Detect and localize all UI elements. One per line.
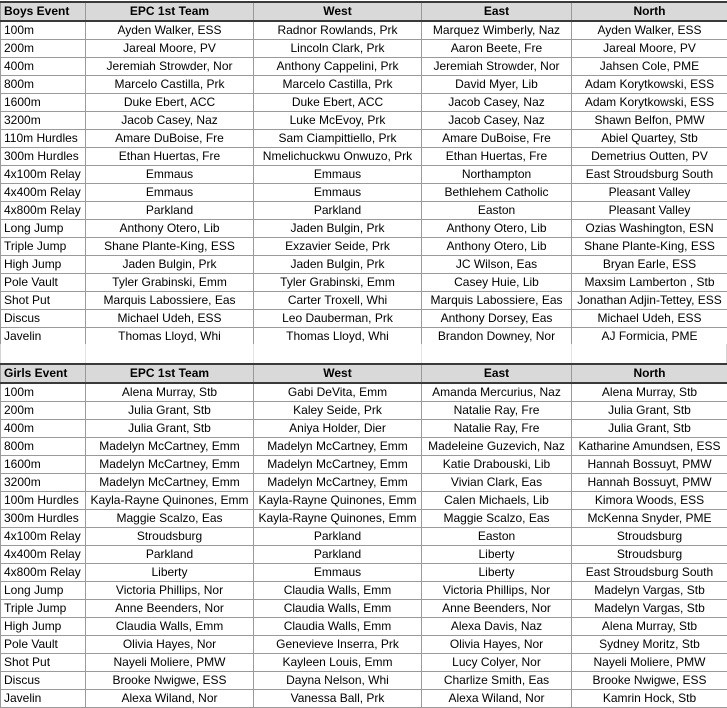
table-row xyxy=(1,220,727,238)
girls-cell-event[interactable]: Triple Jump xyxy=(1,600,86,618)
girls-cell-west[interactable]: Genevieve Inserra, Prk xyxy=(254,636,422,654)
girls-cell-epc-first-team[interactable]: Parkland xyxy=(86,546,254,564)
girls-cell-epc-first-team[interactable]: Olivia Hayes, Nor xyxy=(86,636,254,654)
boys-cell-event[interactable]: 4x400m Relay xyxy=(1,184,86,202)
boys-cell-west[interactable]: Parkland xyxy=(254,202,422,220)
girls-cell-east[interactable]: Charlize Smith, Eas xyxy=(422,672,572,690)
boys-cell-north[interactable]: Jonathan Adjin-Tettey, ESS xyxy=(572,292,727,310)
girls-cell-north[interactable]: Madelyn Vargas, Stb xyxy=(572,582,727,600)
table-row xyxy=(1,274,727,292)
girls-cell-west[interactable]: Parkland xyxy=(254,528,422,546)
boys-cell-north[interactable]: Ayden Walker, ESS xyxy=(572,21,727,40)
boys-cell-east[interactable]: Ethan Huertas, Fre xyxy=(422,148,572,166)
girls-cell-west[interactable]: Dayna Nelson, Whi xyxy=(254,672,422,690)
boys-cell-epc-first-team[interactable]: Tyler Grabinski, Emm xyxy=(86,274,254,292)
boys-cell-event[interactable]: Shot Put xyxy=(1,292,86,310)
table-row xyxy=(1,528,727,546)
table-row xyxy=(1,328,727,346)
girls-cell-epc-first-team[interactable]: Madelyn McCartney, Emm xyxy=(86,474,254,492)
boys-cell-event[interactable]: Javelin xyxy=(1,328,86,346)
girls-header-event[interactable]: Girls Event xyxy=(1,364,86,383)
boys-cell-north[interactable]: Jahsen Cole, PME xyxy=(572,58,727,76)
boys-cell-epc-first-team[interactable]: Jareal Moore, PV xyxy=(86,40,254,58)
table-row xyxy=(1,510,727,528)
girls-cell-east[interactable]: Easton xyxy=(422,528,572,546)
girls-cell-east[interactable]: Maggie Scalzo, Eas xyxy=(422,510,572,528)
table-row xyxy=(1,456,727,474)
table-row xyxy=(1,112,727,130)
boys-cell-event[interactable]: Long Jump xyxy=(1,220,86,238)
boys-cell-north[interactable]: Adam Korytkowski, ESS xyxy=(572,94,727,112)
boys-cell-east[interactable]: Northampton xyxy=(422,166,572,184)
table-row xyxy=(1,21,727,40)
boys-cell-west[interactable]: Duke Ebert, ACC xyxy=(254,94,422,112)
boys-cell-east[interactable]: Jeremiah Strowder, Nor xyxy=(422,58,572,76)
girls-cell-epc-first-team[interactable]: Julia Grant, Stb xyxy=(86,420,254,438)
boys-cell-north[interactable]: East Stroudsburg South xyxy=(572,166,727,184)
boys-cell-west[interactable]: Marcelo Castilla, Prk xyxy=(254,76,422,94)
girls-cell-east[interactable]: Katie Drabouski, Lib xyxy=(422,456,572,474)
boys-cell-north[interactable]: Pleasant Valley xyxy=(572,202,727,220)
boys-cell-epc-first-team[interactable]: Ayden Walker, ESS xyxy=(86,21,254,40)
boys-cell-west[interactable]: Emmaus xyxy=(254,184,422,202)
boys-cell-epc-first-team[interactable]: Jacob Casey, Naz xyxy=(86,112,254,130)
boys-cell-event[interactable]: Triple Jump xyxy=(1,238,86,256)
girls-cell-event[interactable]: 4x400m Relay xyxy=(1,546,86,564)
girls-cell-north[interactable]: Julia Grant, Stb xyxy=(572,402,727,420)
girls-cell-event[interactable]: 100m Hurdles xyxy=(1,492,86,510)
boys-cell-event[interactable]: Pole Vault xyxy=(1,274,86,292)
boys-cell-north[interactable]: Adam Korytkowski, ESS xyxy=(572,76,727,94)
boys-cell-event[interactable]: 100m xyxy=(1,21,86,40)
boys-cell-event[interactable]: 4x100m Relay xyxy=(1,166,86,184)
girls-cell-event[interactable]: Javelin xyxy=(1,690,86,708)
table-row xyxy=(1,148,727,166)
girls-cell-event[interactable]: 3200m xyxy=(1,474,86,492)
girls-cell-west[interactable]: Kaley Seide, Prk xyxy=(254,402,422,420)
boys-cell-epc-first-team[interactable]: Emmaus xyxy=(86,166,254,184)
table-row xyxy=(1,690,727,708)
boys-cell-event[interactable]: 800m xyxy=(1,76,86,94)
girls-cell-west[interactable]: Claudia Walls, Emm xyxy=(254,600,422,618)
boys-cell-west[interactable]: Exzavier Seide, Prk xyxy=(254,238,422,256)
boys-cell-event[interactable]: 300m Hurdles xyxy=(1,148,86,166)
boys-cell-west[interactable]: Emmaus xyxy=(254,166,422,184)
girls-cell-west[interactable]: Madelyn McCartney, Emm xyxy=(254,456,422,474)
boys-cell-west[interactable]: Anthony Cappelini, Prk xyxy=(254,58,422,76)
boys-cell-west[interactable]: Sam Ciampittiello, Prk xyxy=(254,130,422,148)
girls-cell-event[interactable]: High Jump xyxy=(1,618,86,636)
boys-cell-east[interactable]: Bethlehem Catholic xyxy=(422,184,572,202)
girls-cell-event[interactable]: 100m xyxy=(1,383,86,402)
boys-cell-north[interactable]: Shawn Belfon, PMW xyxy=(572,112,727,130)
table-row xyxy=(1,310,727,328)
boys-cell-east[interactable]: Anthony Otero, Lib xyxy=(422,238,572,256)
boys-cell-east[interactable]: Amare DuBoise, Fre xyxy=(422,130,572,148)
girls-cell-east[interactable]: Natalie Ray, Fre xyxy=(422,402,572,420)
table-row xyxy=(1,636,727,654)
table-row xyxy=(1,202,727,220)
girls-cell-north[interactable]: Julia Grant, Stb xyxy=(572,420,727,438)
girls-cell-north[interactable]: Kimora Woods, ESS xyxy=(572,492,727,510)
boys-cell-epc-first-team[interactable]: Marquis Labossiere, Eas xyxy=(86,292,254,310)
girls-cell-event[interactable]: 4x100m Relay xyxy=(1,528,86,546)
table-row xyxy=(1,546,727,564)
girls-cell-epc-first-team[interactable]: Claudia Walls, Emm xyxy=(86,618,254,636)
girls-cell-north[interactable]: Katharine Amundsen, ESS xyxy=(572,438,727,456)
girls-cell-east[interactable]: Natalie Ray, Fre xyxy=(422,420,572,438)
table-row xyxy=(1,438,727,456)
table-row xyxy=(1,238,727,256)
girls-header-epc-first-team[interactable]: EPC 1st Team xyxy=(86,364,254,383)
boys-cell-east[interactable]: Aaron Beete, Fre xyxy=(422,40,572,58)
girls-cell-east[interactable]: Liberty xyxy=(422,564,572,582)
boys-cell-east[interactable]: Marquez Wimberly, Naz xyxy=(422,21,572,40)
girls-cell-north[interactable]: Hannah Bossuyt, PMW xyxy=(572,474,727,492)
girls-cell-epc-first-team[interactable]: Madelyn McCartney, Emm xyxy=(86,438,254,456)
girls-cell-west[interactable]: Aniya Holder, Dier xyxy=(254,420,422,438)
table-row xyxy=(1,256,727,274)
table-row xyxy=(1,166,727,184)
boys-cell-north[interactable]: Demetrius Outten, PV xyxy=(572,148,727,166)
boys-cell-north[interactable]: Jareal Moore, PV xyxy=(572,40,727,58)
girls-cell-epc-first-team[interactable]: Nayeli Moliere, PMW xyxy=(86,654,254,672)
table-row xyxy=(1,402,727,420)
girls-cell-west[interactable]: Madelyn McCartney, Emm xyxy=(254,474,422,492)
girls-cell-north[interactable]: Nayeli Moliere, PMW xyxy=(572,654,727,672)
boys-cell-epc-first-team[interactable]: Shane Plante-King, ESS xyxy=(86,238,254,256)
table-row xyxy=(1,184,727,202)
girls-cell-epc-first-team[interactable]: Alexa Wiland, Nor xyxy=(86,690,254,708)
girls-cell-north[interactable]: Madelyn Vargas, Stb xyxy=(572,600,727,618)
boys-cell-event[interactable]: Discus xyxy=(1,310,86,328)
boys-cell-epc-first-team[interactable]: Jaden Bulgin, Prk xyxy=(86,256,254,274)
girls-cell-west[interactable]: Emmaus xyxy=(254,564,422,582)
girls-cell-event[interactable]: 200m xyxy=(1,402,86,420)
boys-cell-north[interactable]: Ozias Washington, ESN xyxy=(572,220,727,238)
table-row xyxy=(1,492,727,510)
girls-header-row xyxy=(1,364,727,383)
boys-cell-east[interactable]: Easton xyxy=(422,202,572,220)
girls-cell-north[interactable]: Alena Murray, Stb xyxy=(572,618,727,636)
boys-cell-epc-first-team[interactable]: Ethan Huertas, Fre xyxy=(86,148,254,166)
boys-cell-epc-first-team[interactable]: Jeremiah Strowder, Nor xyxy=(86,58,254,76)
boys-cell-epc-first-team[interactable]: Michael Udeh, ESS xyxy=(86,310,254,328)
boys-cell-east[interactable]: Jacob Casey, Naz xyxy=(422,94,572,112)
boys-cell-north[interactable]: Maxsim Lamberton , Stb xyxy=(572,274,727,292)
girls-cell-north[interactable]: East Stroudsburg South xyxy=(572,564,727,582)
girls-cell-north[interactable]: Hannah Bossuyt, PMW xyxy=(572,456,727,474)
girls-cell-north[interactable]: Brooke Nwigwe, ESS xyxy=(572,672,727,690)
boys-cell-epc-first-team[interactable]: Parkland xyxy=(86,202,254,220)
boys-cell-west[interactable]: Jaden Bulgin, Prk xyxy=(254,220,422,238)
girls-cell-north[interactable]: McKenna Snyder, PME xyxy=(572,510,727,528)
boys-header-east[interactable]: East xyxy=(422,2,572,21)
table-row xyxy=(1,40,727,58)
girls-cell-east[interactable]: Alexa Wiland, Nor xyxy=(422,690,572,708)
girls-cell-west[interactable]: Madelyn McCartney, Emm xyxy=(254,438,422,456)
girls-cell-event[interactable]: 800m xyxy=(1,438,86,456)
table-row xyxy=(1,292,727,310)
girls-cell-epc-first-team[interactable]: Kayla-Rayne Quinones, Emm xyxy=(86,492,254,510)
girls-cell-north[interactable]: Alena Murray, Stb xyxy=(572,383,727,402)
boys-cell-north[interactable]: Shane Plante-King, ESS xyxy=(572,238,727,256)
girls-cell-event[interactable]: 300m Hurdles xyxy=(1,510,86,528)
boys-header-west[interactable]: West xyxy=(254,2,422,21)
boys-cell-west[interactable]: Luke McEvoy, Prk xyxy=(254,112,422,130)
girls-cell-east[interactable]: Alexa Davis, Naz xyxy=(422,618,572,636)
boys-cell-east[interactable]: Anthony Otero, Lib xyxy=(422,220,572,238)
boys-cell-epc-first-team[interactable]: Marcelo Castilla, Prk xyxy=(86,76,254,94)
boys-cell-east[interactable]: Marquis Labossiere, Eas xyxy=(422,292,572,310)
boys-cell-east[interactable]: Brandon Downey, Nor xyxy=(422,328,572,346)
girls-cell-epc-first-team[interactable]: Stroudsburg xyxy=(86,528,254,546)
girls-cell-event[interactable]: Shot Put xyxy=(1,654,86,672)
girls-cell-east[interactable]: Madeleine Guzevich, Naz xyxy=(422,438,572,456)
boys-cell-west[interactable]: Leo Dauberman, Prk xyxy=(254,310,422,328)
girls-cell-west[interactable]: Claudia Walls, Emm xyxy=(254,582,422,600)
girls-header-west[interactable]: West xyxy=(254,364,422,383)
table-row xyxy=(1,420,727,438)
boys-header-north[interactable]: North xyxy=(572,2,727,21)
boys-cell-west[interactable]: Radnor Rowlands, Prk xyxy=(254,21,422,40)
table-row xyxy=(1,582,727,600)
girls-cell-epc-first-team[interactable]: Julia Grant, Stb xyxy=(86,402,254,420)
table-row xyxy=(1,130,727,148)
boys-cell-epc-first-team[interactable]: Thomas Lloyd, Whi xyxy=(86,328,254,346)
girls-cell-epc-first-team[interactable]: Alena Murray, Stb xyxy=(86,383,254,402)
girls-cell-event[interactable]: Discus xyxy=(1,672,86,690)
girls-results-table xyxy=(0,363,727,708)
girls-cell-event[interactable]: Pole Vault xyxy=(1,636,86,654)
boys-cell-west[interactable]: Tyler Grabinski, Emm xyxy=(254,274,422,292)
girls-cell-west[interactable]: Kayla-Rayne Quinones, Emm xyxy=(254,510,422,528)
boys-cell-epc-first-team[interactable]: Amare DuBoise, Fre xyxy=(86,130,254,148)
girls-cell-epc-first-team[interactable]: Madelyn McCartney, Emm xyxy=(86,456,254,474)
boys-header-row xyxy=(1,2,727,21)
boys-cell-event[interactable]: 200m xyxy=(1,40,86,58)
girls-cell-north[interactable]: Stroudsburg xyxy=(572,528,727,546)
boys-cell-event[interactable]: 110m Hurdles xyxy=(1,130,86,148)
girls-cell-north[interactable]: Stroudsburg xyxy=(572,546,727,564)
girls-cell-event[interactable]: Long Jump xyxy=(1,582,86,600)
table-row xyxy=(1,58,727,76)
table-row xyxy=(1,672,727,690)
girls-cell-west[interactable]: Claudia Walls, Emm xyxy=(254,618,422,636)
girls-cell-east[interactable]: Victoria Phillips, Nor xyxy=(422,582,572,600)
table-row xyxy=(1,618,727,636)
girls-cell-east[interactable]: Lucy Colyer, Nor xyxy=(422,654,572,672)
girls-cell-west[interactable]: Parkland xyxy=(254,546,422,564)
boys-cell-west[interactable]: Jaden Bulgin, Prk xyxy=(254,256,422,274)
boys-cell-event[interactable]: High Jump xyxy=(1,256,86,274)
girls-cell-east[interactable]: Vivian Clark, Eas xyxy=(422,474,572,492)
boys-cell-east[interactable]: David Myer, Lib xyxy=(422,76,572,94)
boys-cell-west[interactable]: Nmelichuckwu Onwuzo, Prk xyxy=(254,148,422,166)
boys-cell-epc-first-team[interactable]: Anthony Otero, Lib xyxy=(86,220,254,238)
boys-cell-north[interactable]: Abiel Quartey, Stb xyxy=(572,130,727,148)
girls-cell-epc-first-team[interactable]: Liberty xyxy=(86,564,254,582)
girls-cell-west[interactable]: Kayleen Louis, Emm xyxy=(254,654,422,672)
girls-cell-east[interactable]: Amanda Mercurius, Naz xyxy=(422,383,572,402)
girls-cell-event[interactable]: 400m xyxy=(1,420,86,438)
girls-cell-north[interactable]: Sydney Moritz, Stb xyxy=(572,636,727,654)
girls-cell-west[interactable]: Gabi DeVita, Emm xyxy=(254,383,422,402)
boys-cell-east[interactable]: Anthony Dorsey, Eas xyxy=(422,310,572,328)
girls-cell-east[interactable]: Olivia Hayes, Nor xyxy=(422,636,572,654)
girls-cell-west[interactable]: Vanessa Ball, Prk xyxy=(254,690,422,708)
girls-cell-east[interactable]: Liberty xyxy=(422,546,572,564)
boys-cell-event[interactable]: 1600m xyxy=(1,94,86,112)
boys-cell-event[interactable]: 400m xyxy=(1,58,86,76)
boys-cell-east[interactable]: Jacob Casey, Naz xyxy=(422,112,572,130)
table-row xyxy=(1,76,727,94)
table-row xyxy=(1,654,727,672)
girls-cell-epc-first-team[interactable]: Victoria Phillips, Nor xyxy=(86,582,254,600)
blank-spreadsheet-row xyxy=(0,344,727,363)
girls-cell-epc-first-team[interactable]: Anne Beenders, Nor xyxy=(86,600,254,618)
boys-cell-event[interactable]: 3200m xyxy=(1,112,86,130)
boys-cell-north[interactable]: Bryan Earle, ESS xyxy=(572,256,727,274)
boys-cell-epc-first-team[interactable]: Duke Ebert, ACC xyxy=(86,94,254,112)
table-row xyxy=(1,383,727,402)
boys-cell-west[interactable]: Carter Troxell, Whi xyxy=(254,292,422,310)
boys-header-epc-first-team[interactable]: EPC 1st Team xyxy=(86,2,254,21)
girls-header-north[interactable]: North xyxy=(572,364,727,383)
girls-cell-epc-first-team[interactable]: Maggie Scalzo, Eas xyxy=(86,510,254,528)
boys-cell-north[interactable]: AJ Formicia, PME xyxy=(572,328,727,346)
table-row xyxy=(1,474,727,492)
girls-cell-north[interactable]: Kamrin Hock, Stb xyxy=(572,690,727,708)
boys-results-table xyxy=(0,1,727,346)
boys-cell-east[interactable]: Casey Huie, Lib xyxy=(422,274,572,292)
boys-cell-east[interactable]: JC Wilson, Eas xyxy=(422,256,572,274)
girls-cell-east[interactable]: Calen Michaels, Lib xyxy=(422,492,572,510)
boys-cell-event[interactable]: 4x800m Relay xyxy=(1,202,86,220)
boys-cell-north[interactable]: Michael Udeh, ESS xyxy=(572,310,727,328)
table-row xyxy=(1,564,727,582)
table-row xyxy=(1,94,727,112)
girls-header-east[interactable]: East xyxy=(422,364,572,383)
girls-cell-epc-first-team[interactable]: Brooke Nwigwe, ESS xyxy=(86,672,254,690)
boys-cell-west[interactable]: Thomas Lloyd, Whi xyxy=(254,328,422,346)
table-row xyxy=(1,600,727,618)
girls-cell-event[interactable]: 1600m xyxy=(1,456,86,474)
boys-cell-north[interactable]: Pleasant Valley xyxy=(572,184,727,202)
girls-cell-east[interactable]: Anne Beenders, Nor xyxy=(422,600,572,618)
girls-cell-west[interactable]: Kayla-Rayne Quinones, Emm xyxy=(254,492,422,510)
boys-header-event[interactable]: Boys Event xyxy=(1,2,86,21)
boys-cell-epc-first-team[interactable]: Emmaus xyxy=(86,184,254,202)
girls-cell-event[interactable]: 4x800m Relay xyxy=(1,564,86,582)
boys-cell-west[interactable]: Lincoln Clark, Prk xyxy=(254,40,422,58)
